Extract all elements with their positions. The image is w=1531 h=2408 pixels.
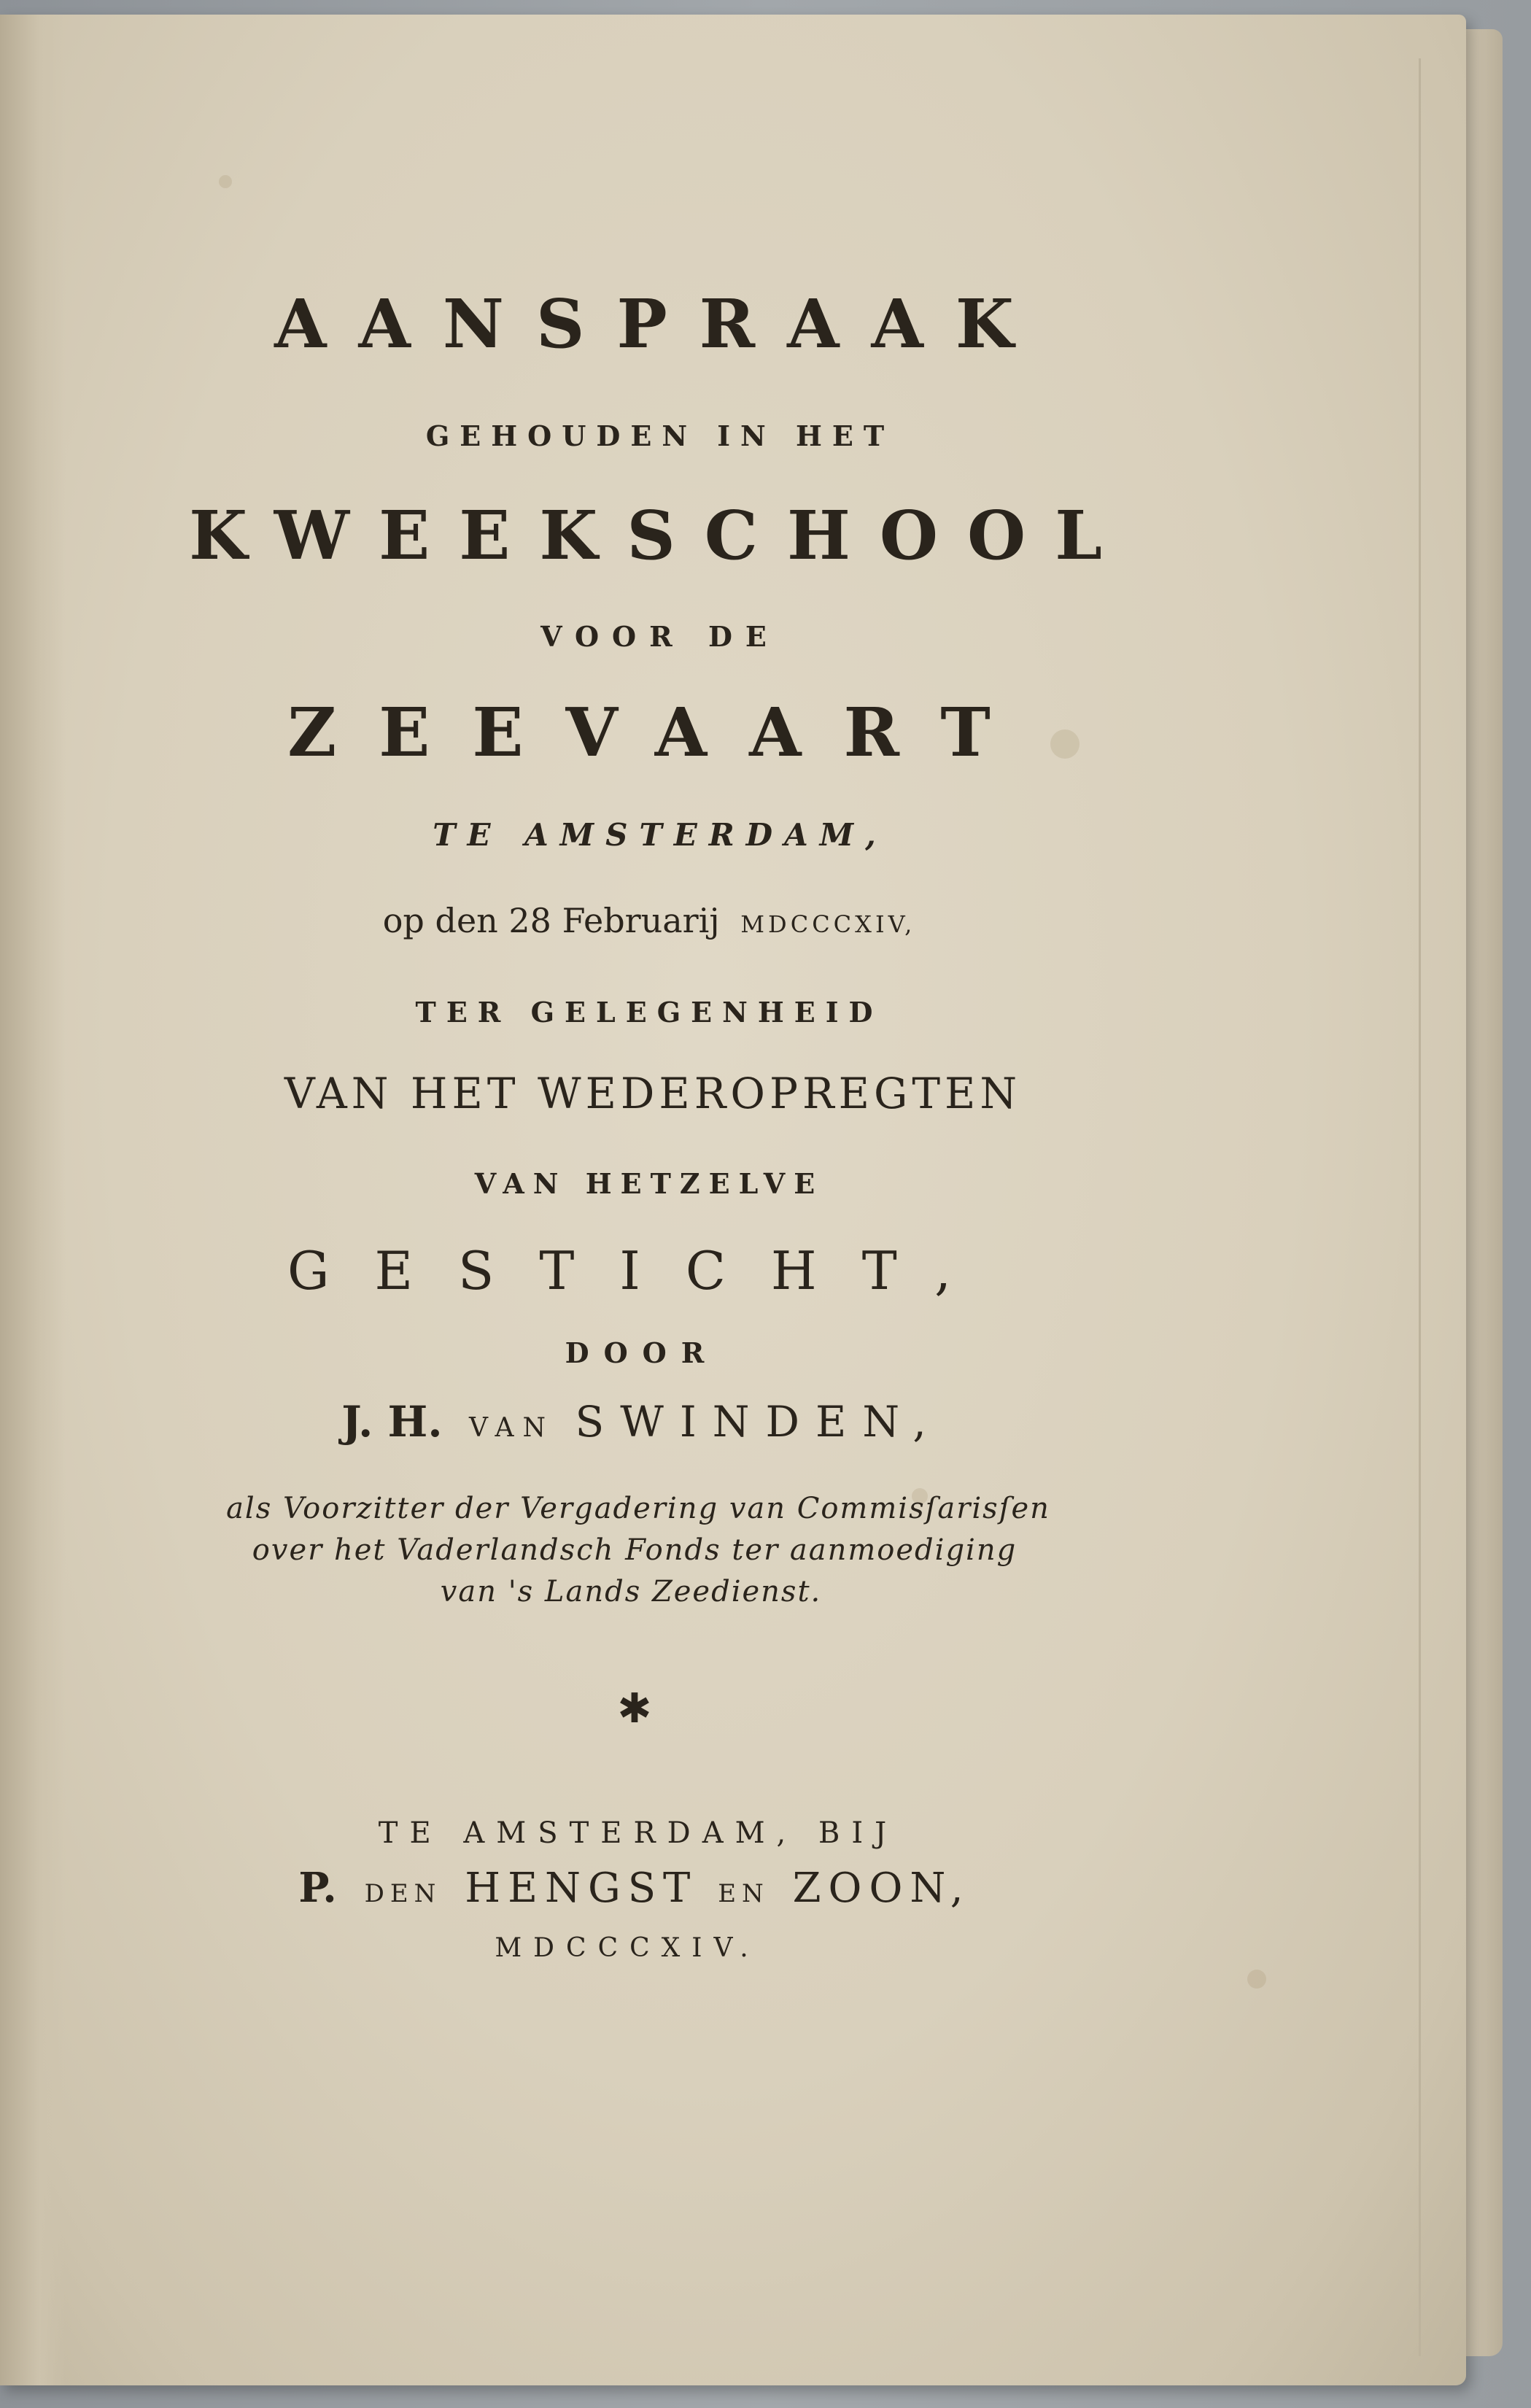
author-office-line-1: als Voorzitter der Vergadering van Commisſarisſen <box>226 1492 1050 1525</box>
title-line-8: TER GELEGENHEID <box>415 996 883 1029</box>
author-line <box>341 1397 942 1447</box>
imprint-line-1: TE AMSTERDAM, BIJ <box>378 1816 899 1850</box>
imprint-p: P. <box>298 1864 337 1912</box>
imprint-en: EN <box>718 1879 770 1908</box>
author-office-line-3: van 's Lands Zeedienst. <box>440 1575 822 1608</box>
main-title: AANSPRAAK <box>274 284 1046 363</box>
title-page-text <box>0 15 1466 2385</box>
imprint-zoon: ZOON, <box>792 1865 971 1912</box>
date-text: op den 28 Februarij <box>382 901 720 940</box>
date-year: MDCCCXIV, <box>740 910 916 938</box>
title-line-2: GEHOUDEN IN HET <box>425 419 895 452</box>
author-initials: J. H. <box>341 1397 443 1447</box>
imprint-publisher-line <box>298 1864 970 1912</box>
title-line-9: VAN HET WEDEROPREGTEN <box>284 1069 1022 1118</box>
title-line-5: ZEEVAART <box>287 693 1033 772</box>
author-van: VAN <box>468 1413 555 1443</box>
date-line <box>383 901 916 940</box>
imprint-year: MDCCCXIV. <box>495 1933 760 1963</box>
title-line-10: VAN HETZELVE <box>474 1167 824 1200</box>
author-office-line-2: over het Vaderlandsch Fonds ter aanmoediging <box>252 1533 1018 1567</box>
ornament-asterisk: ✱ <box>617 1685 652 1733</box>
title-line-12: DOOR <box>565 1336 719 1369</box>
title-line-11: GESTICHT, <box>287 1240 997 1301</box>
title-page <box>0 15 1466 2385</box>
author-surname: SWINDEN, <box>575 1397 942 1447</box>
title-line-3: KWEEKSCHOOL <box>189 496 1131 575</box>
imprint-hengst: HENGST <box>465 1865 698 1912</box>
title-line-6: TE AMSTERDAM, <box>433 817 888 853</box>
imprint-den: DEN <box>364 1879 442 1908</box>
title-line-4: VOOR DE <box>540 620 780 653</box>
